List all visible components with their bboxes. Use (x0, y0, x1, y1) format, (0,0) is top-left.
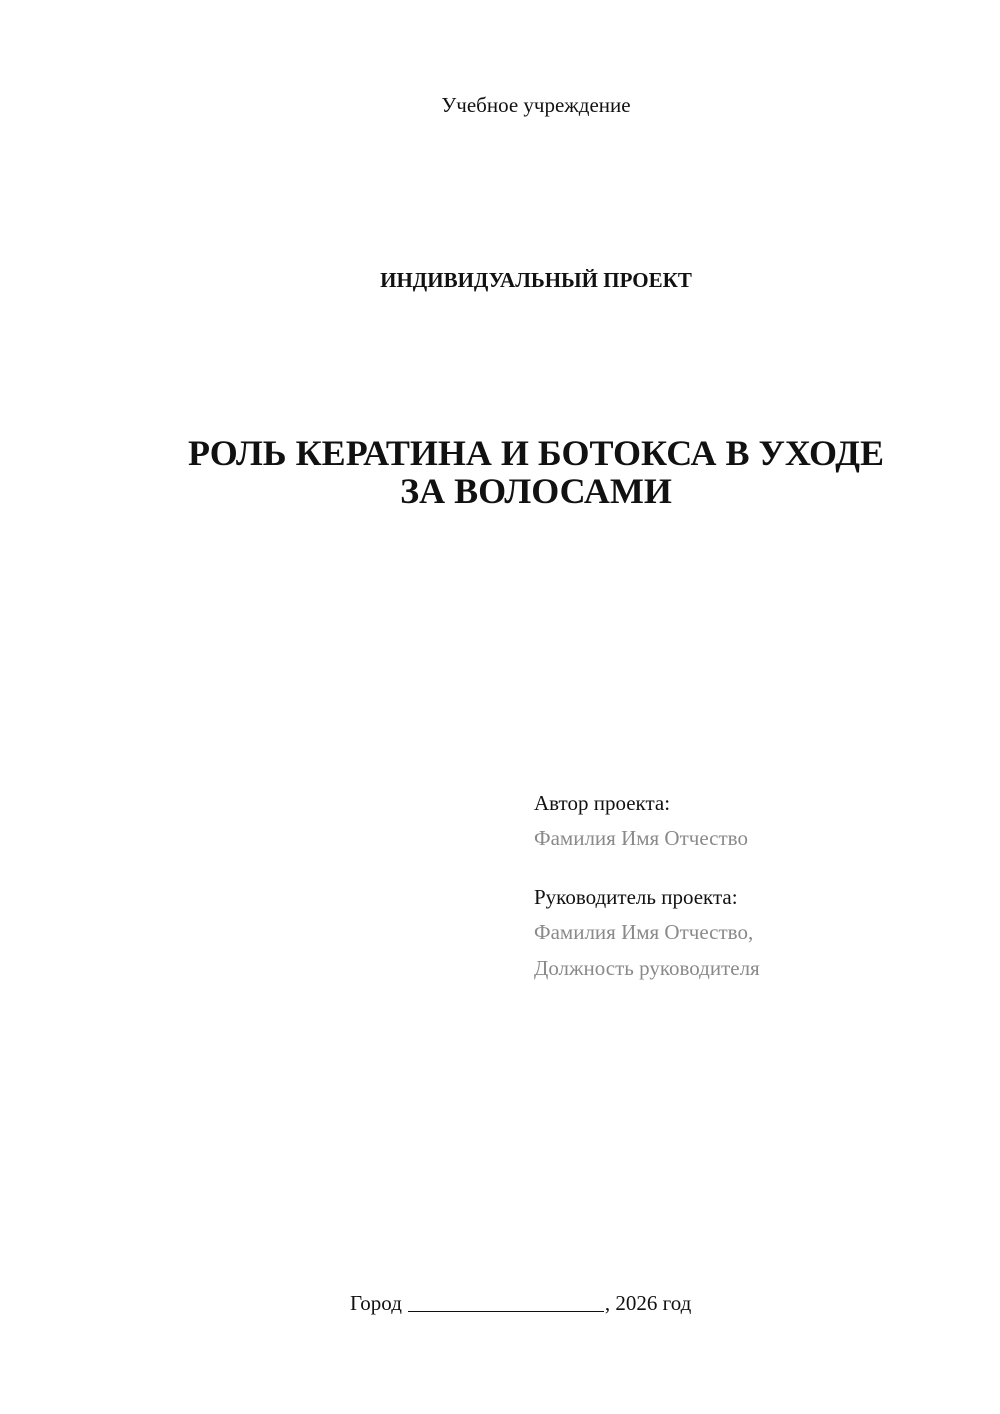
author-label: Автор проекта: (534, 791, 671, 815)
credits-block (534, 786, 974, 986)
project-title-line-2: ЗА ВОЛОСАМИ (400, 471, 672, 511)
year-text: , 2026 год (604, 1291, 692, 1315)
city-blank-line (408, 1291, 604, 1312)
city-label: Город (350, 1291, 402, 1315)
city-year-line (350, 1289, 850, 1317)
supervisor-name-placeholder: Фамилия Имя Отчество, (534, 920, 754, 944)
spacer (534, 856, 974, 880)
supervisor-label: Руководитель проекта: (534, 885, 738, 909)
author-name-placeholder: Фамилия Имя Отчество (534, 826, 748, 850)
project-title (120, 434, 952, 510)
project-title-line-1: РОЛЬ КЕРАТИНА И БОТОКСА В УХОДЕ (187, 433, 885, 473)
institution-name: Учебное учреждение (441, 93, 631, 117)
document-type: ИНДИВИДУАЛЬНЫЙ ПРОЕКТ (380, 268, 692, 292)
supervisor-position-placeholder: Должность руководителя (534, 956, 760, 980)
